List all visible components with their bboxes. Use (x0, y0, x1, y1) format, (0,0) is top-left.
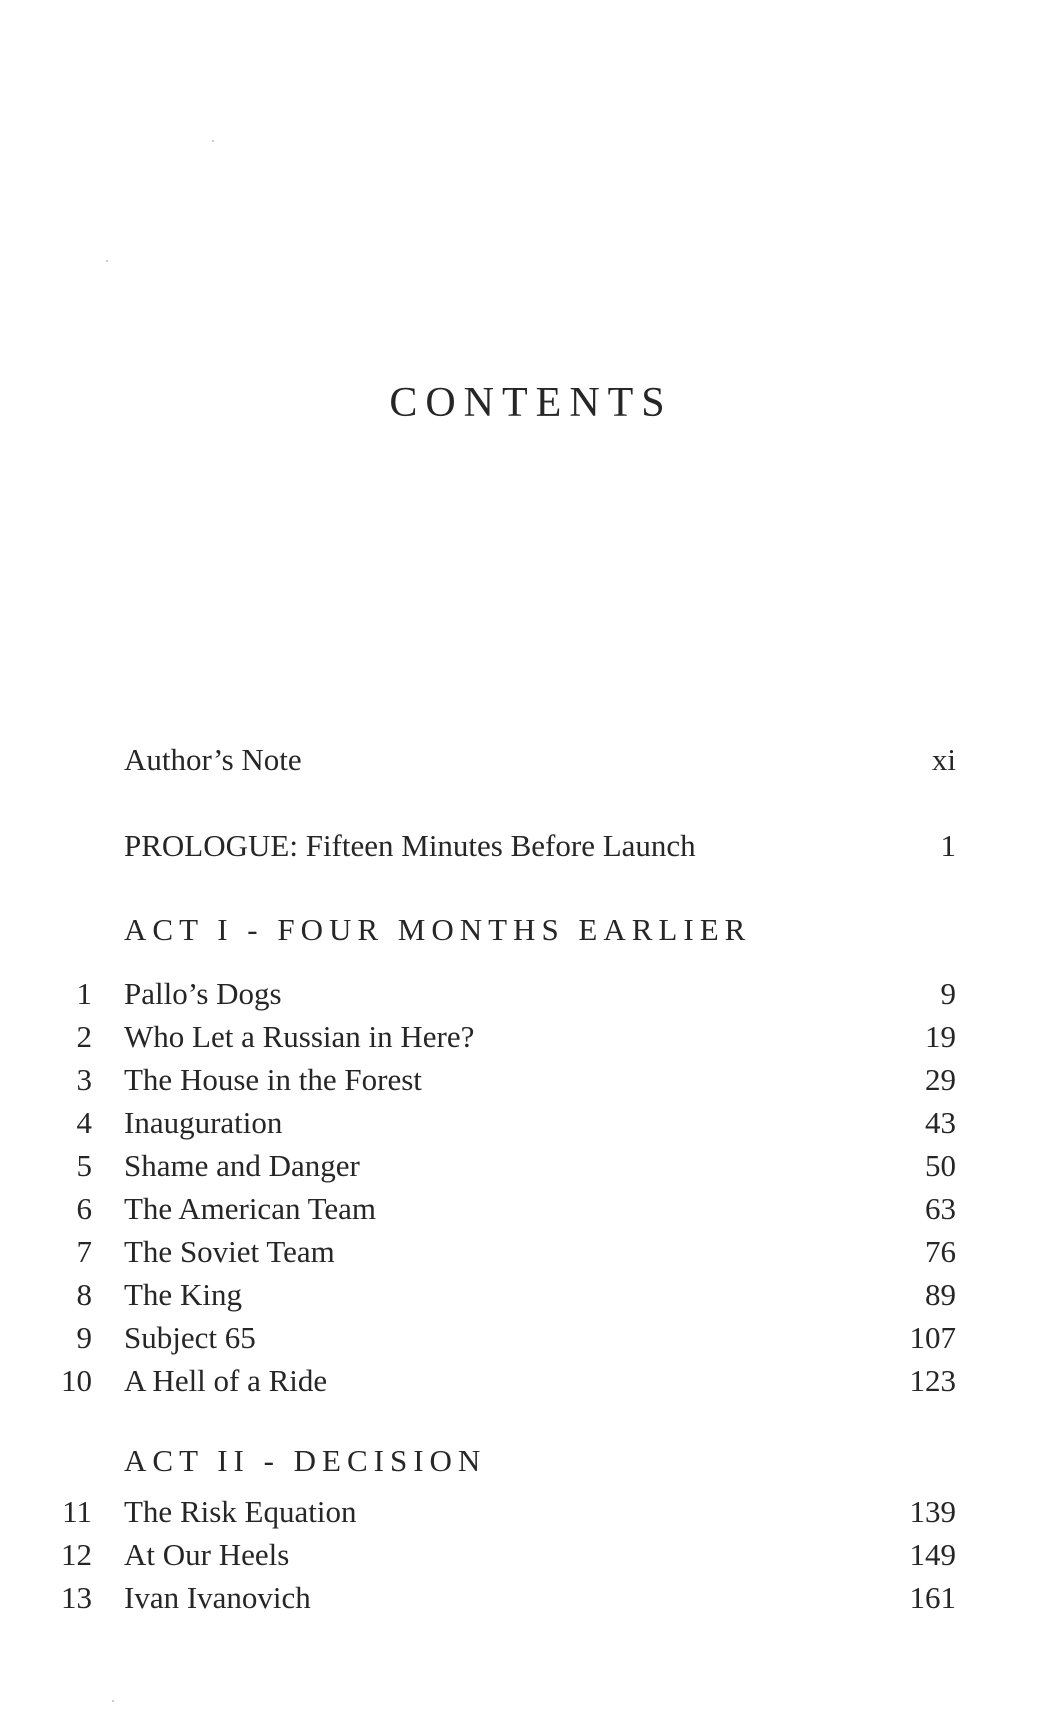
chapter-page: 29 (925, 1062, 956, 1097)
chapter-number: 11 (62, 1494, 92, 1529)
chapter-title: Shame and Danger (124, 1148, 360, 1183)
toc-entry[interactable] (0, 1232, 1062, 1272)
toc-entry[interactable] (0, 1103, 1062, 1143)
toc-entry[interactable] (0, 1275, 1062, 1315)
entry-page-number: xi (931, 742, 956, 777)
chapter-number: 4 (76, 1105, 92, 1140)
scan-speck (106, 260, 108, 262)
chapter-page: 123 (909, 1363, 956, 1398)
toc-entry[interactable] (0, 1060, 1062, 1100)
chapter-title: Pallo’s Dogs (124, 976, 282, 1011)
toc-entry[interactable] (0, 1535, 1062, 1575)
chapter-number: 5 (76, 1148, 92, 1183)
chapter-number: 10 (61, 1363, 92, 1398)
chapter-page: 149 (909, 1537, 956, 1572)
chapter-title: The King (124, 1277, 242, 1312)
toc-entry[interactable] (0, 1318, 1062, 1358)
chapter-title: The House in the Forest (124, 1062, 422, 1097)
act-heading: ACT II - DECISION (124, 1443, 487, 1478)
chapter-title: Who Let a Russian in Here? (124, 1019, 475, 1054)
chapter-title: Subject 65 (124, 1320, 256, 1355)
chapter-page: 19 (925, 1019, 956, 1054)
chapter-title: The American Team (124, 1191, 377, 1226)
chapter-title: A Hell of a Ride (124, 1363, 328, 1398)
chapter-number: 2 (76, 1019, 92, 1054)
chapter-number: 6 (76, 1191, 92, 1226)
chapter-title: The Soviet Team (124, 1234, 335, 1269)
chapter-page: 161 (909, 1580, 956, 1615)
act-heading: ACT I - FOUR MONTHS EARLIER (124, 912, 752, 947)
scan-speck (112, 1700, 114, 1702)
chapter-number: 8 (76, 1277, 92, 1312)
chapter-number: 12 (61, 1537, 92, 1572)
toc-entry[interactable] (0, 1146, 1062, 1186)
chapter-page: 107 (909, 1320, 956, 1355)
entry-title: PROLOGUE: Fifteen Minutes Before Launch (124, 828, 696, 863)
chapter-page: 139 (909, 1494, 956, 1529)
toc-entry-prologue[interactable] (0, 826, 1062, 866)
toc-entry-authors-note[interactable] (0, 740, 1062, 780)
chapter-page: 63 (925, 1191, 956, 1226)
toc-entry[interactable] (0, 1578, 1062, 1618)
toc-entry[interactable] (0, 974, 1062, 1014)
chapter-page: 50 (925, 1148, 956, 1183)
page-title: CONTENTS (389, 380, 673, 426)
chapter-page: 76 (925, 1234, 956, 1269)
chapter-title: Inauguration (124, 1105, 283, 1140)
scan-speck (212, 140, 214, 142)
chapter-page: 43 (925, 1105, 956, 1140)
chapter-title: The Risk Equation (124, 1494, 357, 1529)
toc-entry[interactable] (0, 1189, 1062, 1229)
toc-entry[interactable] (0, 1492, 1062, 1532)
chapter-number: 7 (76, 1234, 92, 1269)
entry-title: Author’s Note (124, 742, 302, 777)
entry-page-number: 1 (940, 828, 956, 863)
toc-entry[interactable] (0, 1017, 1062, 1057)
chapter-title: Ivan Ivanovich (124, 1580, 311, 1615)
chapter-number: 1 (76, 976, 92, 1011)
chapter-title: At Our Heels (124, 1537, 290, 1572)
chapter-number: 3 (76, 1062, 92, 1097)
chapter-page: 9 (940, 976, 956, 1011)
chapter-number: 13 (61, 1580, 92, 1615)
chapter-page: 89 (925, 1277, 956, 1312)
chapter-number: 9 (76, 1320, 92, 1355)
toc-entry[interactable] (0, 1361, 1062, 1401)
